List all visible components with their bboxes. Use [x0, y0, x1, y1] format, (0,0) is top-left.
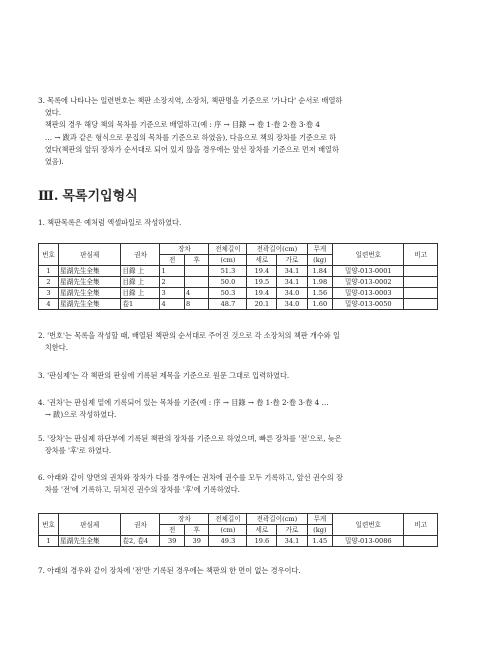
header-horizontal: 가로 [277, 255, 307, 266]
header-jangcha: 장차 [160, 514, 209, 525]
cell-serial: 밀양-013-0003 [333, 288, 404, 299]
section-number: Ⅲ. [38, 189, 59, 204]
cell-vertical: 19.4 [247, 266, 277, 277]
cell-back [184, 266, 209, 277]
header-jangcha: 장차 [160, 244, 209, 255]
example-table-2 [38, 513, 438, 547]
item-3-text: 3. '판심제'는 각 책판의 판심에 기록된 제목을 기준으로 원문 그대로 입력하였다. [38, 371, 290, 380]
cell-vol: 卷1 [121, 299, 160, 310]
cell-back [184, 277, 209, 288]
header-back: 후 [184, 525, 209, 536]
cell-serial: 밀양-013-0086 [333, 536, 404, 547]
cell-vol: 目錄 上 [121, 277, 160, 288]
cell-vol: 目錄 上 [121, 288, 160, 299]
cell-total: 48.7 [209, 299, 247, 310]
item-5-text: 5. '장차'는 판심제 하단부에 기록된 책판의 장차를 기준으로 하였으며, 빠른 장차를 '전'으로, 늦은 장차를 '후'로 하였다. [38, 434, 342, 456]
item-7-text: 7. 아래의 경우와 같이 장차에 '전'만 기록된 경우에는 책판의 한 면이 없는 경우이다. [38, 566, 301, 575]
header-total-length: 전체길이 [209, 514, 247, 525]
header-vertical: 세로 [247, 255, 277, 266]
cell-horizontal: 34.0 [277, 299, 307, 310]
item-6-text: 6. 아래와 같이 양면의 권차와 장차가 다를 경우에는 권차에 권수를 모두 기록하고, 앞선 권수의 장 차를 '전'에 기록하고, 뒤처진 권수의 장차를 '후'에 기록하였다. [38, 473, 343, 495]
header-total-unit: (cm) [209, 525, 247, 536]
cell-front: 39 [160, 536, 185, 547]
cell-title: 星湖先生全集 [59, 266, 121, 277]
header-serial: 일련번호 [333, 514, 404, 536]
cell-title: 星湖先生全集 [59, 299, 121, 310]
cell-title: 星湖先生全集 [59, 288, 121, 299]
table-row [39, 277, 438, 288]
section-title: 목록기입형식 [62, 189, 138, 204]
header-weight-unit: (kg) [307, 255, 333, 266]
table-row [39, 536, 438, 547]
cell-vertical: 20.1 [247, 299, 277, 310]
header-vol: 권차 [121, 514, 160, 536]
cell-weight: 1.84 [307, 266, 333, 277]
header-no: 번호 [39, 514, 59, 536]
cell-front: 4 [160, 299, 185, 310]
header-weight: 무게 [307, 514, 333, 525]
header-vol: 권차 [121, 244, 160, 266]
section-heading [38, 185, 138, 204]
cell-back: 4 [184, 288, 209, 299]
item-4-text: 4. '권차'는 판심제 밑에 기록되어 있는 목차를 기준(예 : 序 → 目錄 → 卷 1·卷 2·卷 3·卷 4 … → 跋)으로 작성하였다. [38, 398, 329, 420]
header-total-length: 전체길이 [209, 244, 247, 255]
header-title: 판심제 [59, 244, 121, 266]
cell-front: 1 [160, 266, 185, 277]
header-board-length: 전곽길이(cm) [247, 244, 307, 255]
cell-vertical: 19.4 [247, 288, 277, 299]
header-horizontal: 가로 [277, 525, 307, 536]
header-title: 판심제 [59, 514, 121, 536]
cell-back: 39 [184, 536, 209, 547]
cell-total: 49.3 [209, 536, 247, 547]
cell-weight: 1.45 [307, 536, 333, 547]
cell-serial: 밀양-013-0050 [333, 299, 404, 310]
header-serial: 일련번호 [333, 244, 404, 266]
cell-total: 50.3 [209, 288, 247, 299]
item-2-text: 2. '번호'는 목록을 작성할 때, 배열된 책판의 순서대로 주어진 것으로 각 소장처의 책판 개수와 일 치한다. [38, 331, 340, 353]
cell-no: 1 [39, 266, 59, 277]
cell-back: 8 [184, 299, 209, 310]
cell-weight: 1.60 [307, 299, 333, 310]
header-weight-unit: (kg) [307, 525, 333, 536]
cell-vol: 目錄 上 [121, 266, 160, 277]
cell-weight: 1.98 [307, 277, 333, 288]
example-table-1 [38, 243, 438, 310]
cell-weight: 1.56 [307, 288, 333, 299]
table-row [39, 266, 438, 277]
header-note: 비고 [404, 244, 438, 266]
header-board-length: 전곽길이(cm) [247, 514, 307, 525]
cell-note [404, 266, 438, 277]
cell-title: 星湖先生全集 [59, 277, 121, 288]
table-row [39, 299, 438, 310]
header-weight: 무게 [307, 244, 333, 255]
item-1-text: 1. 책판목록은 예처럼 엑셀파일로 작성하였다. [38, 218, 182, 227]
table-row [39, 288, 438, 299]
cell-serial: 밀양-013-0002 [333, 277, 404, 288]
cell-note [404, 299, 438, 310]
cell-front: 2 [160, 277, 185, 288]
cell-total: 50.0 [209, 277, 247, 288]
cell-note [404, 288, 438, 299]
header-note: 비고 [404, 514, 438, 536]
cell-total: 51.3 [209, 266, 247, 277]
header-front: 전 [160, 525, 185, 536]
cell-serial: 밀양-013-0001 [333, 266, 404, 277]
cell-vertical: 19.6 [247, 536, 277, 547]
paragraph-3-serial-number: 3. 목록에 나타나는 일련번호는 책판 소장지역, 소장처, 책판명을 기준으로 '가나다' 순서로 배열하 였다. 책판의 경우 해당 책의 목차를 기준으로 배열하고(예 : 序 → 目錄 → 卷 1·卷 2·卷 3·卷 4 … → 跋과 같은 형식으로 문집의 목차를 기준으로 하였음), 다음으로 책의 장차를 기준으로 하 였다(책판의 앞뒤 장차가 순서대로 되어 있지 않을 경우에는 앞선 장차를 기준으로 먼저 배열하 였음). [38, 96, 343, 167]
cell-no: 2 [39, 277, 59, 288]
cell-title: 星湖先生全集 [59, 536, 121, 547]
cell-horizontal: 34.1 [277, 536, 307, 547]
header-front: 전 [160, 255, 185, 266]
cell-note [404, 277, 438, 288]
header-total-unit: (cm) [209, 255, 247, 266]
cell-horizontal: 34.0 [277, 288, 307, 299]
header-no: 번호 [39, 244, 59, 266]
cell-no: 3 [39, 288, 59, 299]
cell-no: 1 [39, 536, 59, 547]
cell-horizontal: 34.1 [277, 266, 307, 277]
cell-front: 3 [160, 288, 185, 299]
cell-horizontal: 34.1 [277, 277, 307, 288]
cell-vertical: 19.5 [247, 277, 277, 288]
header-back: 후 [184, 255, 209, 266]
cell-vol: 卷2, 卷4 [121, 536, 160, 547]
cell-note [404, 536, 438, 547]
cell-no: 4 [39, 299, 59, 310]
header-vertical: 세로 [247, 525, 277, 536]
